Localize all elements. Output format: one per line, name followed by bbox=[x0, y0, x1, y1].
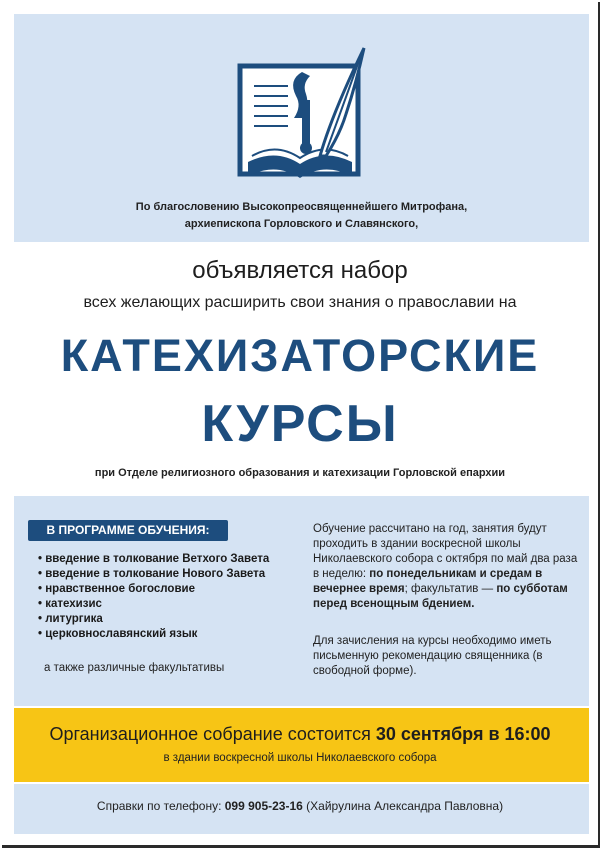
course-info-paragraph-1 bbox=[313, 522, 578, 612]
meeting-announcement bbox=[2, 724, 598, 745]
schedule-text: Обучение рассчитано на год, занятия будут проходить в здании воскресной школы Николаевского собора с октября по май два раза в неделю: bbox=[313, 523, 578, 580]
schedule-saturday: по субботам перед всенощным бдением. bbox=[313, 583, 568, 610]
meeting-panel bbox=[14, 708, 589, 782]
blessing-line-2: архиепископа Горловского и Славянского, bbox=[184, 218, 419, 230]
program-item: • введение в толкование Нового Завета bbox=[38, 567, 269, 582]
program-item: • литургика bbox=[38, 612, 269, 627]
blessing-text bbox=[14, 199, 589, 233]
schedule-separator: ; факультатив — bbox=[404, 583, 497, 595]
book-quill-logo bbox=[236, 44, 376, 194]
contact-label: Справки по телефону: bbox=[96, 799, 225, 813]
department-text: при Отделе религиозного образования и катехизации Горловской епархии bbox=[94, 467, 506, 479]
course-info bbox=[313, 522, 578, 679]
program-list bbox=[38, 552, 269, 642]
meeting-datetime: 30 сентября в 16:00 bbox=[375, 724, 551, 744]
poster bbox=[2, 2, 600, 848]
program-item: • нравственное богословие bbox=[38, 582, 269, 597]
course-info-paragraph-2: Для зачисления на курсы необходимо иметь письменную рекомендацию священника (в свободной форме). bbox=[313, 635, 552, 677]
program-label: В ПРОГРАММЕ ОБУЧЕНИЯ: bbox=[28, 520, 228, 541]
contact-person: (Хайрулина Александра Павловна) bbox=[302, 799, 504, 813]
announcement-heading: объявляется набор bbox=[192, 257, 408, 284]
schedule-weekdays: по понедельникам и средам в вечернее время bbox=[313, 568, 543, 595]
meeting-text: Организационное собрание состоится bbox=[49, 724, 376, 744]
contact-phone: 099 905-23-16 bbox=[224, 799, 303, 813]
program-item: • церковнославянский язык bbox=[38, 627, 269, 642]
contact-info bbox=[2, 799, 598, 813]
program-item: • введение в толкование Ветхого Завета bbox=[38, 552, 269, 567]
header-panel bbox=[14, 14, 589, 242]
announcement-subheading: всех желающих расширить свои знания о православии на bbox=[83, 294, 517, 311]
course-title-line-1: КАТЕХИЗАТОРСКИЕ bbox=[60, 330, 540, 381]
blessing-line-1: По благословению Высокопреосвященнейшего Митрофана, bbox=[135, 201, 468, 213]
course-title-line-2: КУРСЫ bbox=[201, 395, 399, 453]
program-item: • катехизис bbox=[38, 597, 269, 612]
program-extra: а также различные факультативы bbox=[44, 662, 225, 674]
meeting-place: в здании воскресной школы Николаевского собора bbox=[163, 752, 437, 764]
